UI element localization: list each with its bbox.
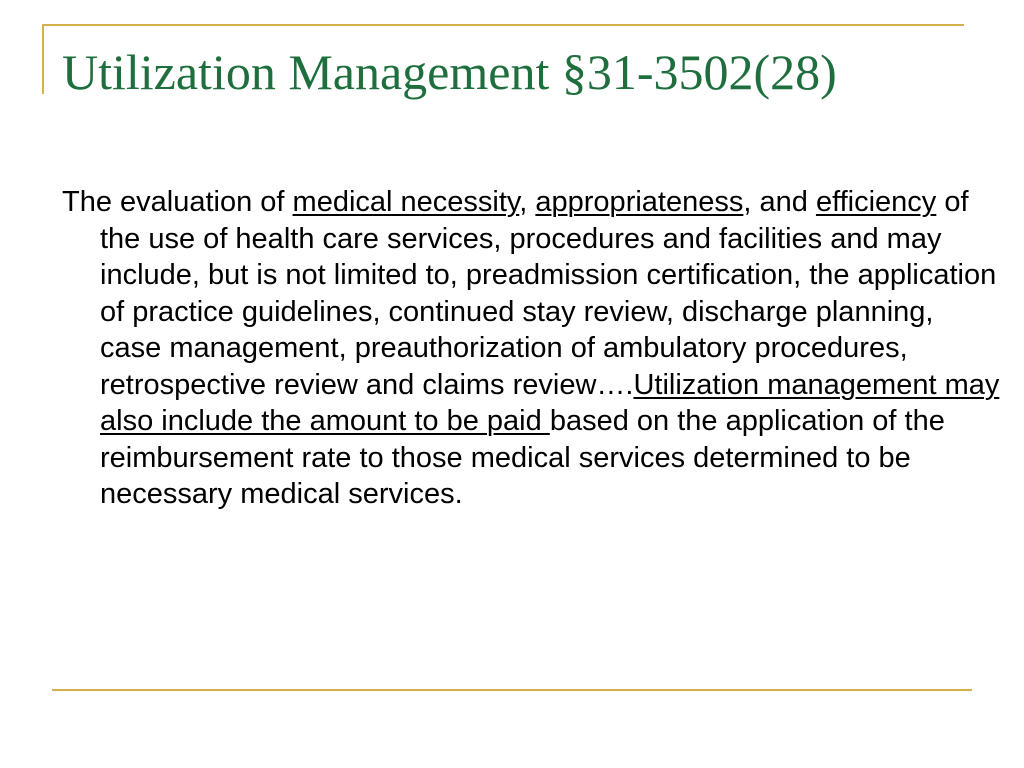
top-accent-rule — [42, 24, 964, 26]
body-text-segment-5: based on the application of the reimbursement rate to those medical services determined to be necessary medical services. — [100, 405, 945, 510]
underlined-term-appropriateness: appropriateness — [535, 186, 744, 218]
body-text-segment-4: of the use of health care services, procedures and facilities and may include, but is not limited to, preadmission certification, the application of practice guidelines, continued stay review, discharge planning, case management, preauthorization of ambulatory procedures, retrospective review and claims review…. — [100, 186, 997, 401]
body-text-segment-3: , and — [743, 186, 816, 218]
slide-title: Utilization Management §31-3502(28) — [62, 44, 837, 100]
left-accent-rule — [42, 24, 44, 94]
underlined-term-efficiency: efficiency — [815, 186, 937, 218]
bottom-accent-rule — [52, 689, 972, 691]
body-text-segment-1: The evaluation of — [62, 186, 293, 218]
body-text-segment-2: , — [519, 186, 536, 218]
slide-body-paragraph — [62, 184, 1000, 513]
underlined-utilization-management-clause: Utilization management may also include the amount to be paid — [100, 368, 1000, 437]
underlined-term-medical-necessity: medical necessity — [292, 186, 520, 218]
